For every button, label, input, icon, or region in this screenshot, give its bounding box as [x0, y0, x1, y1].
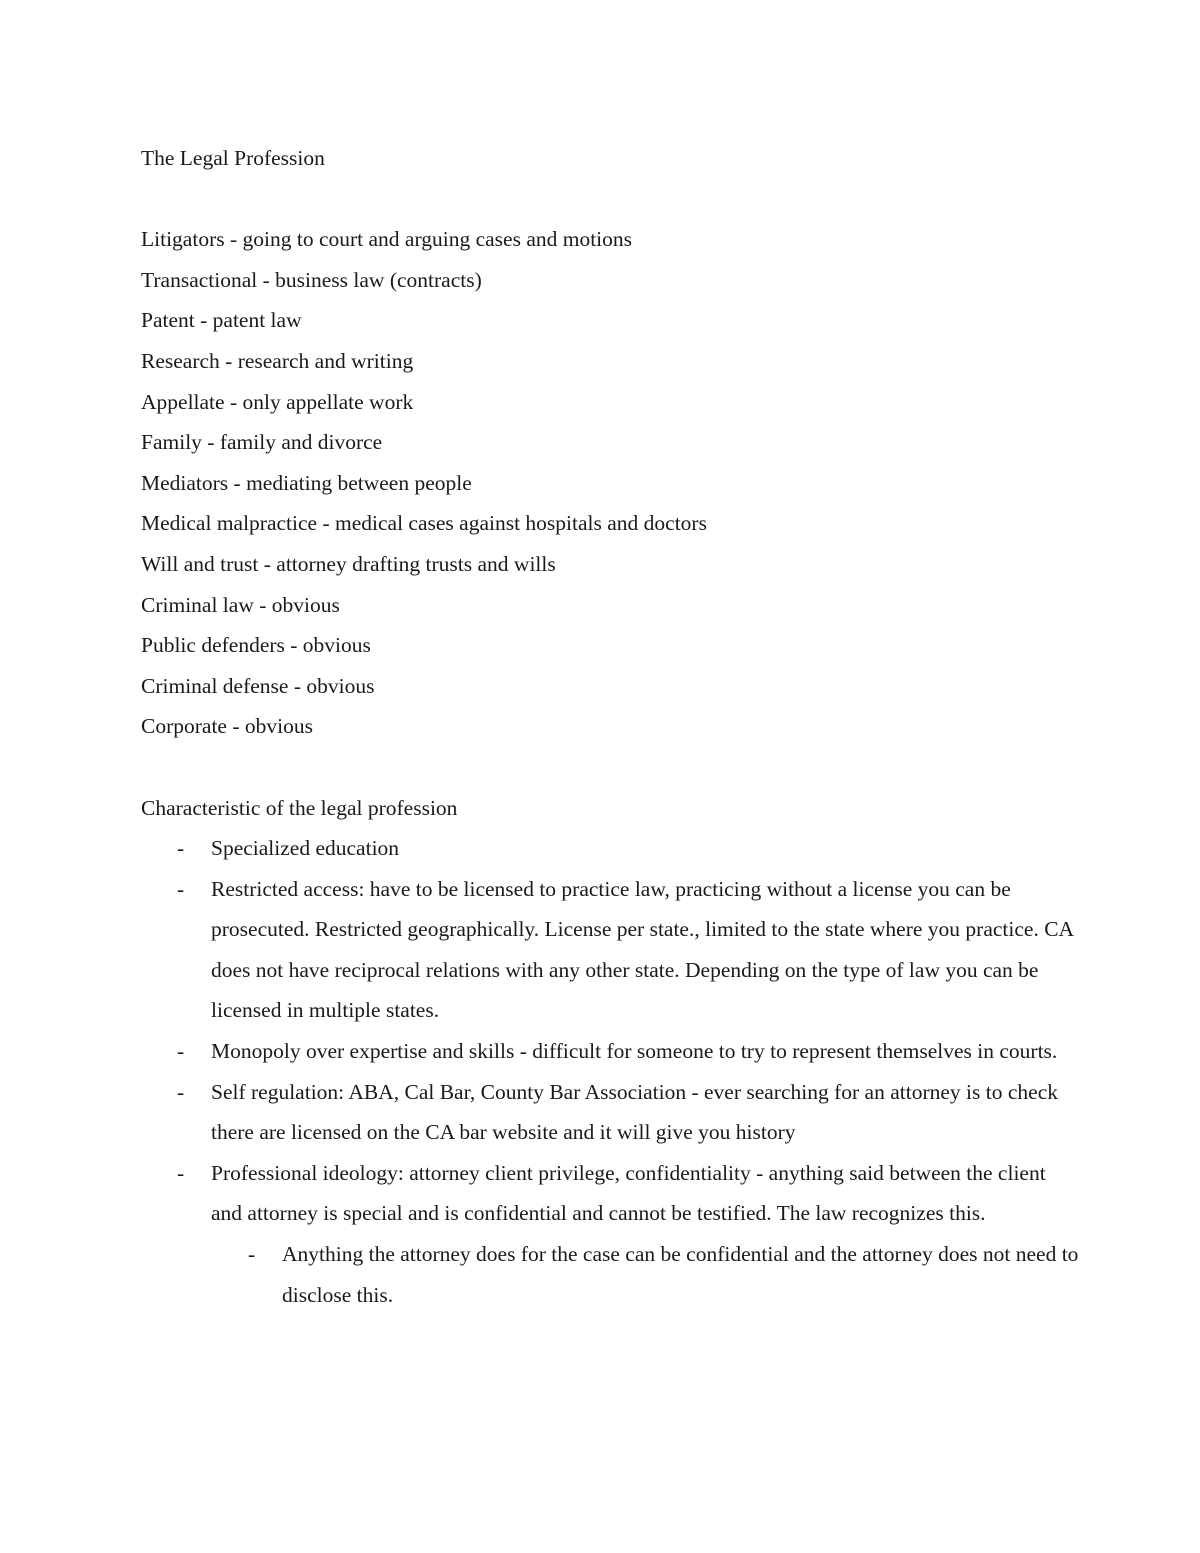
bullet-dash: - [248, 1242, 256, 1267]
bullet-dash: - [177, 836, 185, 861]
lawyer-type-line: Mediators - mediating between people [141, 470, 472, 495]
list-item [141, 1031, 1081, 1072]
lawyer-type-line: Will and trust - attorney drafting trusts and wills [141, 551, 556, 576]
list-item [141, 1153, 1081, 1234]
lawyer-types-list [141, 219, 1081, 747]
lawyer-type-line: Medical malpractice - medical cases against hospitals and doctors [141, 511, 707, 536]
lawyer-type-line: Public defenders - obvious [141, 633, 371, 658]
bullet-dash: - [177, 1039, 185, 1064]
lawyer-type-line: Criminal law - obvious [141, 592, 340, 617]
characteristics-list [141, 828, 1081, 1315]
bullet-dash: - [177, 1160, 185, 1185]
lawyer-type-line: Research - research and writing [141, 348, 414, 373]
document-page [141, 138, 1081, 1315]
nested-list-item [141, 1234, 1081, 1315]
list-item [141, 828, 1081, 869]
nested-list-item-text: Anything the attorney does for the case can be confidential and the attorney does not need to disclose this. [282, 1242, 1079, 1307]
document-title: The Legal Profession [141, 146, 325, 170]
lawyer-type-line: Corporate - obvious [141, 714, 313, 739]
lawyer-type-line: Litigators - going to court and arguing cases and motions [141, 227, 633, 252]
list-item-text: Restricted access: have to be licensed to practice law, practicing without a license you can be prosecuted. Restricted geographically. License per state., limited to the state where you practice. CA does not have reciprocal relations with any other state. Depending on the type of law you can be licensed in multiple states. [211, 876, 1073, 1023]
list-item-text: Monopoly over expertise and skills - difficult for someone to try to represent themselves in courts. [211, 1039, 1058, 1064]
section-heading: Characteristic of the legal profession [141, 795, 458, 820]
bullet-dash: - [177, 876, 185, 901]
lawyer-type-line: Criminal defense - obvious [141, 673, 375, 698]
bullet-dash: - [177, 1079, 185, 1104]
list-item [141, 869, 1081, 1031]
list-item-text: Self regulation: ABA, Cal Bar, County Bar Association - ever searching for an attorney is to check there are licensed on the CA bar website and it will give you history [211, 1079, 1058, 1145]
lawyer-type-line: Family - family and divorce [141, 430, 383, 455]
list-item [141, 1072, 1081, 1153]
lawyer-type-line: Appellate - only appellate work [141, 389, 414, 414]
lawyer-type-line: Patent - patent law [141, 308, 302, 333]
blank-line [141, 747, 1081, 788]
lawyer-type-line: Transactional - business law (contracts) [141, 267, 482, 292]
list-item-text: Specialized education [211, 836, 400, 861]
list-item-text: Professional ideology: attorney client privilege, confidentiality - anything said between the client and attorney is special and is confidential and cannot be testified. The law recognizes this. [211, 1160, 1046, 1226]
blank-line [141, 179, 1081, 220]
